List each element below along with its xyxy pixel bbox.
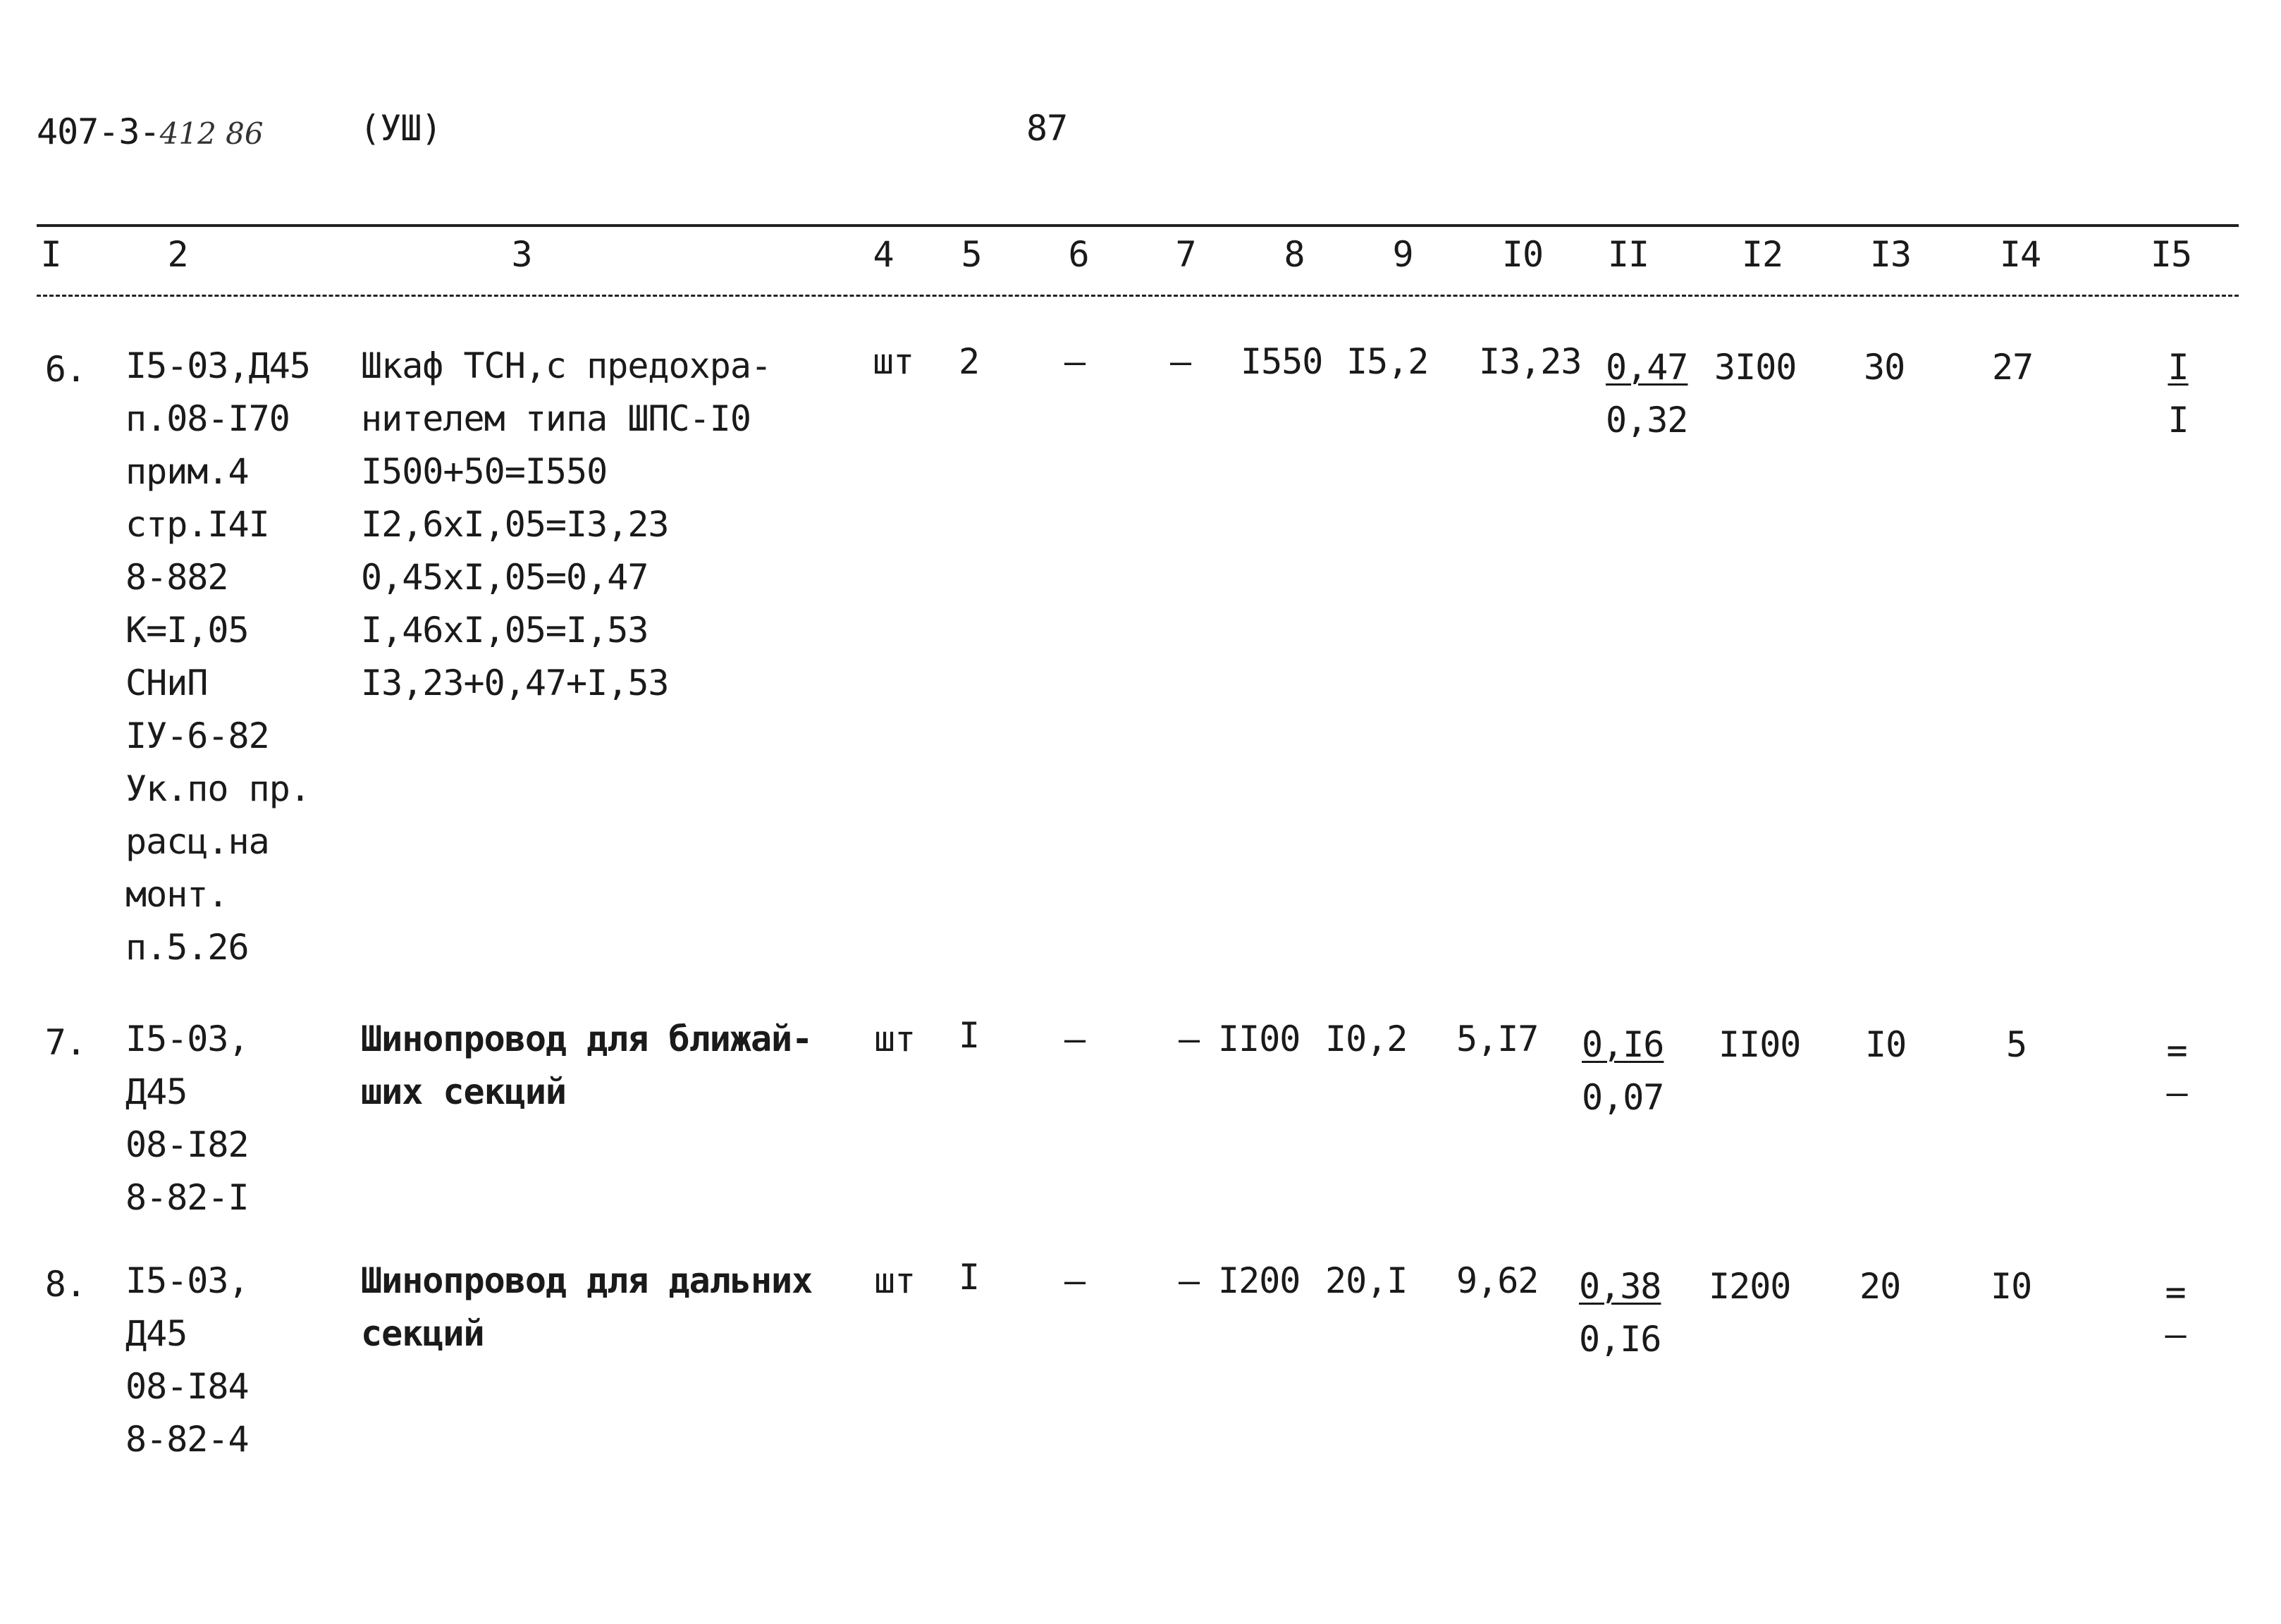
col15-cell: = – bbox=[2166, 1030, 2187, 1113]
col9-cell: I0,2 bbox=[1325, 1019, 1408, 1059]
description-cell: Шинопровод для дальних секций bbox=[361, 1260, 813, 1354]
row-number: 6. bbox=[44, 349, 86, 390]
column-header: I4 bbox=[1999, 234, 2041, 275]
col14-cell: 5 bbox=[2006, 1024, 2027, 1065]
col13-cell: 20 bbox=[1859, 1266, 1901, 1307]
unit-cell: шт bbox=[874, 1260, 916, 1301]
justification-cell: I5-03, Д45 08-I84 8-82-4 bbox=[125, 1260, 249, 1460]
column-header: 3 bbox=[511, 234, 532, 275]
column-header: 9 bbox=[1392, 234, 1413, 275]
row-number: 8. bbox=[44, 1264, 86, 1305]
col12-cell: II00 bbox=[1719, 1024, 1801, 1065]
col10-cell: 5,I7 bbox=[1456, 1019, 1539, 1059]
col12-cell: 3I00 bbox=[1714, 347, 1797, 388]
col7-cell: – bbox=[1179, 1260, 1200, 1301]
col14-cell: 27 bbox=[1992, 347, 2034, 388]
column-header: I3 bbox=[1869, 234, 1912, 275]
table-top-rule bbox=[37, 224, 2239, 227]
col10-cell: 9,62 bbox=[1456, 1260, 1539, 1301]
unit-cell: шт bbox=[873, 341, 914, 382]
col9-cell: I5,2 bbox=[1346, 341, 1429, 382]
col8-cell: I200 bbox=[1218, 1260, 1301, 1301]
column-header: 4 bbox=[873, 234, 894, 275]
column-header: 5 bbox=[961, 234, 982, 275]
col13-cell: 30 bbox=[1864, 347, 1905, 388]
description-cell: Шинопровод для ближай- ших секций bbox=[361, 1019, 813, 1112]
col9-cell: 20,I bbox=[1325, 1260, 1408, 1301]
col11-fraction: $\frac{0,38}{0,I6}$ bbox=[1579, 1266, 1661, 1360]
document-code-handwritten: 412 86 bbox=[159, 116, 264, 151]
row-number: 7. bbox=[44, 1022, 86, 1063]
column-header: II bbox=[1607, 234, 1649, 275]
column-header: 7 bbox=[1175, 234, 1196, 275]
col8-cell: I550 bbox=[1241, 341, 1323, 382]
col13-cell: I0 bbox=[1865, 1024, 1907, 1065]
col6-cell: – bbox=[1064, 1260, 1086, 1301]
quantity-cell: I bbox=[959, 1257, 980, 1298]
column-header: I5 bbox=[2150, 234, 2192, 275]
quantity-cell: I bbox=[959, 1015, 980, 1056]
col15-cell: = – bbox=[2165, 1272, 2186, 1355]
col7-cell: – bbox=[1179, 1019, 1200, 1059]
column-header: I bbox=[40, 234, 61, 275]
column-header: I0 bbox=[1501, 234, 1544, 275]
col6-cell: – bbox=[1064, 341, 1086, 382]
section-label: (УШ) bbox=[359, 108, 442, 149]
col7-cell: – bbox=[1170, 341, 1191, 382]
col6-cell: – bbox=[1064, 1019, 1086, 1059]
col8-cell: II00 bbox=[1218, 1019, 1301, 1059]
table-header-rule bbox=[37, 295, 2239, 297]
col10-cell: I3,23 bbox=[1479, 341, 1582, 382]
justification-cell: I5-03,Д45 п.08-I70 прим.4 стр.I4I 8-882 К=I,05 СНиП IУ-6-82 Ук.по пр. расц.на монт. п.5.26 bbox=[125, 345, 310, 968]
col11-fraction: $\frac{0,47}{0,32}$ bbox=[1606, 347, 1688, 441]
col14-cell: I0 bbox=[1991, 1266, 2032, 1307]
document-code: 407-3-412 86 bbox=[37, 111, 264, 152]
col15-cell: $\frac{I}{I}$ bbox=[2168, 347, 2189, 441]
quantity-cell: 2 bbox=[959, 341, 980, 382]
col11-fraction: $\frac{0,I6}{0,07}$ bbox=[1582, 1024, 1664, 1118]
description-cell: Шкаф ТСН,с предохра- нителем типа ШПС-I0 I500+50=I550 I2,6хI,05=I3,23 0,45хI,05=0,47 I,46хI,05=I,53 I3,23+0,47+I,53 bbox=[361, 345, 772, 703]
column-header: I2 bbox=[1741, 234, 1783, 275]
col12-cell: I200 bbox=[1709, 1266, 1791, 1307]
column-header: 8 bbox=[1284, 234, 1305, 275]
column-header: 2 bbox=[167, 234, 188, 275]
page-number: 87 bbox=[1026, 108, 1068, 149]
column-header: 6 bbox=[1068, 234, 1089, 275]
unit-cell: шт bbox=[874, 1019, 916, 1059]
justification-cell: I5-03, Д45 08-I82 8-82-I bbox=[125, 1019, 249, 1218]
